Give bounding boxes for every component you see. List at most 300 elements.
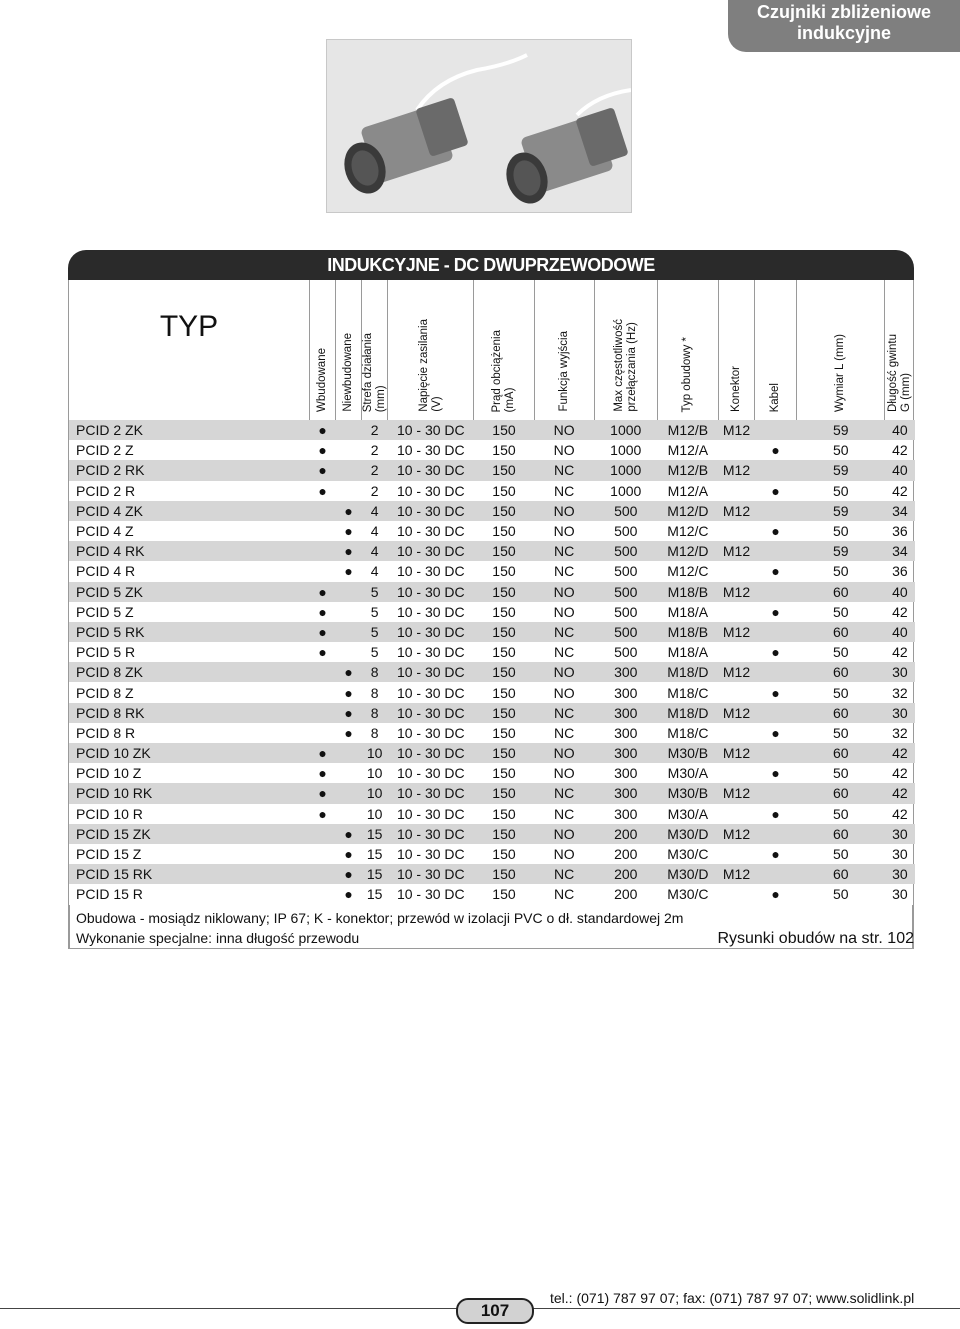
table-cell: 42 <box>892 644 908 661</box>
table-cell: 50 <box>832 765 849 782</box>
table-cell: NO <box>553 765 575 782</box>
table-cell: 15 <box>362 824 388 844</box>
table-cell: 50 <box>832 644 849 661</box>
table-cell: 10 - 30 DC <box>396 684 465 701</box>
table-cell: 40 <box>885 622 915 642</box>
table-cell: ● <box>310 460 336 480</box>
table-cell: NO <box>534 662 594 682</box>
table-cell: 10 - 30 DC <box>396 563 465 580</box>
table-cell <box>755 420 797 440</box>
table-cell: 500 <box>594 622 657 642</box>
table-cell: 150 <box>474 662 534 682</box>
table-row <box>69 521 915 541</box>
table-cell: 50 <box>832 482 849 499</box>
table-cell: M12/A <box>667 482 709 499</box>
table-cell: 10 - 30 DC <box>396 805 465 822</box>
table-cell: 10 - 30 DC <box>396 442 465 459</box>
table-cell: ● <box>336 541 362 561</box>
model-name: PCID 10 R <box>76 805 143 822</box>
table-cell: NC <box>554 482 575 499</box>
column-header <box>718 280 754 420</box>
table-cell: M12/A <box>667 442 709 459</box>
section-title-line2: indukcyjne <box>796 23 892 43</box>
table-cell: 300 <box>594 743 657 763</box>
column-header <box>657 280 718 420</box>
table-cell <box>755 824 797 844</box>
table-cell <box>755 783 797 803</box>
table-cell <box>718 521 754 541</box>
table-cell: 150 <box>492 644 516 661</box>
table-cell: 150 <box>474 420 534 440</box>
table-cell: 42 <box>885 783 915 803</box>
table-cell: 300 <box>614 724 638 741</box>
model-name: PCID 2 R <box>76 482 136 499</box>
table-cell: ● <box>344 846 353 863</box>
table-cell: ● <box>318 603 327 620</box>
table-cell: 10 - 30 DC <box>396 482 465 499</box>
table-cell: 10 <box>366 765 383 782</box>
contact-info: tel.: (071) 787 97 07; fax: (071) 787 97 07; www.solidlink.pl <box>550 1290 915 1306</box>
table-cell: 150 <box>492 805 516 822</box>
table-cell: M30/D <box>657 824 718 844</box>
table-cell: NC <box>534 622 594 642</box>
table-cell: 200 <box>594 824 657 844</box>
table-cell: 15 <box>366 886 383 903</box>
table-cell: 34 <box>885 541 915 561</box>
table-cell: 50 <box>832 523 849 540</box>
table-cell: 1000 <box>594 420 657 440</box>
column-header <box>534 280 594 420</box>
table-cell: 36 <box>892 523 908 540</box>
column-header-label: Prąd obciążenia (mA) <box>490 329 516 412</box>
table-cell: 300 <box>594 662 657 682</box>
table-title: INDUKCYJNE - DC DWUPRZEWODOWE <box>68 250 914 280</box>
model-name: PCID 5 R <box>76 644 136 661</box>
drawings-reference: Rysunki obudów na str. 102 <box>717 930 914 947</box>
table-cell: M12/D <box>657 501 718 521</box>
table-cell: 5 <box>362 622 388 642</box>
column-header-label: Kabel <box>769 382 782 412</box>
table-cell: ● <box>318 765 327 782</box>
product-photo <box>327 40 631 212</box>
table-cell: ● <box>771 684 780 701</box>
table-cell: M30/B <box>657 743 718 763</box>
model-name: PCID 2 ZK <box>69 420 310 440</box>
table-cell <box>755 864 797 884</box>
table-cell: 2 <box>362 420 388 440</box>
table-cell: ● <box>336 864 362 884</box>
table-cell <box>336 420 362 440</box>
footnote-line1: Obudowa - mosiądz niklowany; IP 67; K - konektor; przewód w izolacji PVC o dł. standardowej 2m <box>76 909 684 926</box>
table-cell: ● <box>344 684 353 701</box>
table-cell: M12 <box>718 783 754 803</box>
table-row <box>69 561 915 581</box>
table-row <box>69 844 915 864</box>
table-cell <box>336 743 362 763</box>
table-cell <box>336 763 362 783</box>
table-cell: 150 <box>492 482 516 499</box>
model-name: PCID 4 ZK <box>69 501 310 521</box>
table-cell: 10 - 30 DC <box>388 501 474 521</box>
table-cell: 5 <box>362 582 388 602</box>
table-cell: 30 <box>892 886 908 903</box>
table-row <box>69 622 915 642</box>
table-cell: 60 <box>797 662 885 682</box>
table-row <box>69 642 915 662</box>
table-cell: 500 <box>614 563 638 580</box>
table-cell: 1000 <box>610 442 642 459</box>
table-cell: M12/D <box>657 541 718 561</box>
table-cell: 42 <box>892 805 908 822</box>
table-row <box>69 602 915 622</box>
table-cell: 32 <box>892 724 908 741</box>
table-cell <box>336 804 362 824</box>
table-cell: 15 <box>366 846 383 863</box>
table-cell: M18/D <box>657 703 718 723</box>
table-cell: 10 - 30 DC <box>388 824 474 844</box>
table-cell: 150 <box>474 743 534 763</box>
table-cell <box>755 662 797 682</box>
model-name: PCID 4 R <box>76 563 136 580</box>
footnote-line2: Wykonanie specjalne: inna długość przewodu <box>76 929 360 946</box>
table-cell: ● <box>344 523 353 540</box>
table-cell: 300 <box>594 703 657 723</box>
table-cell: 200 <box>614 886 638 903</box>
table-row <box>69 481 915 501</box>
table-cell: 150 <box>474 824 534 844</box>
column-header-label: Konektor <box>730 365 742 412</box>
table-cell <box>755 541 797 561</box>
table-cell: 150 <box>474 582 534 602</box>
table-cell: 30 <box>892 846 908 863</box>
table-cell: 10 - 30 DC <box>388 743 474 763</box>
column-header <box>388 280 474 420</box>
table-cell: 10 - 30 DC <box>396 644 465 661</box>
table-row <box>69 743 915 763</box>
table-cell: ● <box>771 442 780 459</box>
table-row <box>69 440 915 460</box>
table-cell: 150 <box>474 622 534 642</box>
table-cell: M12 <box>718 582 754 602</box>
table-cell: 500 <box>614 603 638 620</box>
table-cell <box>310 541 336 561</box>
table-cell: NO <box>553 846 575 863</box>
spec-table-block <box>68 250 914 949</box>
section-title-line1: Czujniki zbliżeniowe <box>756 2 931 22</box>
table-cell: 50 <box>832 442 849 459</box>
table-cell: ● <box>336 501 362 521</box>
table-cell: M12 <box>718 824 754 844</box>
table-cell <box>718 561 754 581</box>
table-cell: 150 <box>492 563 516 580</box>
model-name: PCID 8 RK <box>69 703 310 723</box>
table-cell <box>310 844 336 864</box>
model-name: PCID 15 R <box>76 886 143 903</box>
table-cell: M30/C <box>667 846 709 863</box>
table-cell: 8 <box>370 724 379 741</box>
table-cell: 10 <box>362 743 388 763</box>
table-cell: NC <box>534 541 594 561</box>
table-cell <box>336 460 362 480</box>
table-cell: 150 <box>474 703 534 723</box>
table-cell: NO <box>553 523 575 540</box>
table-cell: 200 <box>614 846 638 863</box>
table-cell: ● <box>771 644 780 661</box>
table-cell: NO <box>534 420 594 440</box>
table-cell: ● <box>771 846 780 863</box>
table-cell: 10 - 30 DC <box>388 460 474 480</box>
table-cell: 150 <box>474 864 534 884</box>
model-name: PCID 15 Z <box>76 846 142 863</box>
table-cell: M12 <box>718 541 754 561</box>
table-cell: M12/C <box>667 563 709 580</box>
table-cell: M12/B <box>657 460 718 480</box>
table-cell: 10 - 30 DC <box>388 864 474 884</box>
table-row <box>69 864 915 884</box>
table-cell: M18/D <box>657 662 718 682</box>
column-header-label: Długość gwintu G (mm) <box>887 334 913 412</box>
table-cell <box>336 602 362 622</box>
column-header <box>885 280 915 420</box>
table-cell: 59 <box>797 541 885 561</box>
column-header-label: Funkcja wyjścia <box>557 331 570 412</box>
table-cell <box>755 703 797 723</box>
table-cell: 8 <box>362 703 388 723</box>
table-cell <box>718 884 754 904</box>
table-cell: 42 <box>885 743 915 763</box>
table-cell: 500 <box>594 582 657 602</box>
table-cell: 10 - 30 DC <box>388 783 474 803</box>
table-cell: 10 <box>362 783 388 803</box>
table-cell <box>310 864 336 884</box>
table-cell: 60 <box>797 783 885 803</box>
table-cell: 42 <box>892 482 908 499</box>
table-cell: 5 <box>370 603 379 620</box>
table-cell: 4 <box>370 523 379 540</box>
table-cell <box>310 521 336 541</box>
table-cell: ● <box>771 523 780 540</box>
table-cell: ● <box>318 442 327 459</box>
table-cell: 30 <box>885 703 915 723</box>
table-cell <box>718 763 754 783</box>
table-cell: ● <box>344 563 353 580</box>
table-cell: ● <box>336 662 362 682</box>
model-name: PCID 5 RK <box>69 622 310 642</box>
table-cell: 40 <box>885 460 915 480</box>
table-cell: 4 <box>362 501 388 521</box>
table-cell: NO <box>534 743 594 763</box>
table-cell <box>310 703 336 723</box>
table-cell <box>718 844 754 864</box>
table-cell: 300 <box>614 805 638 822</box>
column-header-label: Niewbudowane <box>342 333 355 412</box>
table-cell: NC <box>554 644 575 661</box>
table-cell: 8 <box>362 662 388 682</box>
table-cell: 32 <box>892 684 908 701</box>
table-cell: 50 <box>832 846 849 863</box>
table-cell: 60 <box>797 743 885 763</box>
table-cell: 10 - 30 DC <box>396 846 465 863</box>
table-cell <box>336 622 362 642</box>
table-row <box>69 501 915 521</box>
table-cell: 150 <box>474 541 534 561</box>
table-cell: ● <box>771 765 780 782</box>
table-cell: M18/B <box>657 582 718 602</box>
table-cell <box>310 824 336 844</box>
table-cell: 40 <box>885 420 915 440</box>
model-name: PCID 2 Z <box>76 442 134 459</box>
table-cell: 150 <box>492 442 516 459</box>
table-cell: 50 <box>832 603 849 620</box>
table-cell <box>755 582 797 602</box>
table-cell: NC <box>534 783 594 803</box>
table-cell: 10 - 30 DC <box>396 603 465 620</box>
table-cell: ● <box>310 783 336 803</box>
table-cell: M30/D <box>657 864 718 884</box>
table-cell <box>336 783 362 803</box>
column-header <box>474 280 534 420</box>
table-cell: 30 <box>885 864 915 884</box>
table-cell: 50 <box>832 886 849 903</box>
table-row <box>69 824 915 844</box>
model-name: PCID 15 ZK <box>69 824 310 844</box>
table-cell: 60 <box>797 824 885 844</box>
table-cell <box>755 743 797 763</box>
table-cell: M18/B <box>657 622 718 642</box>
page-number: 107 <box>456 1298 534 1324</box>
table-cell: 59 <box>797 460 885 480</box>
table-cell: 60 <box>797 622 885 642</box>
table-cell: 60 <box>797 703 885 723</box>
table-cell: NO <box>553 442 575 459</box>
table-cell: NC <box>554 886 575 903</box>
column-header <box>362 280 388 420</box>
table-cell: 42 <box>892 603 908 620</box>
table-cell: NC <box>554 724 575 741</box>
table-cell: 2 <box>362 460 388 480</box>
table-cell <box>755 622 797 642</box>
table-cell: 10 - 30 DC <box>396 523 465 540</box>
model-name: PCID 10 ZK <box>69 743 310 763</box>
table-cell <box>718 682 754 702</box>
table-cell: 150 <box>492 523 516 540</box>
table-cell: ● <box>318 644 327 661</box>
table-cell: NO <box>534 824 594 844</box>
table-cell <box>718 481 754 501</box>
table-cell: ● <box>318 482 327 499</box>
table-cell: 150 <box>474 460 534 480</box>
table-cell <box>718 602 754 622</box>
table-cell: ● <box>771 886 780 903</box>
table-cell: 10 - 30 DC <box>388 703 474 723</box>
table-cell <box>755 501 797 521</box>
table-row <box>69 703 915 723</box>
table-cell: M18/A <box>667 644 709 661</box>
table-cell: 500 <box>614 644 638 661</box>
table-cell: 15 <box>362 864 388 884</box>
table-cell: 50 <box>832 563 849 580</box>
table-cell: M18/C <box>667 684 709 701</box>
table-cell: 10 - 30 DC <box>388 541 474 561</box>
table-cell: ● <box>318 805 327 822</box>
table-cell: M12 <box>718 622 754 642</box>
table-cell: 42 <box>892 765 908 782</box>
table-cell: 10 - 30 DC <box>396 724 465 741</box>
table-row <box>69 420 915 440</box>
column-header <box>310 280 336 420</box>
table-cell: 4 <box>362 541 388 561</box>
column-header <box>336 280 362 420</box>
column-header-label: Napięcie zasilania (V) <box>417 319 443 412</box>
table-row <box>69 662 915 682</box>
model-name: PCID 2 RK <box>69 460 310 480</box>
table-cell: 300 <box>594 783 657 803</box>
table-cell: NO <box>534 501 594 521</box>
table-cell: ● <box>771 482 780 499</box>
model-name: PCID 4 RK <box>69 541 310 561</box>
table-cell <box>718 723 754 743</box>
table-cell: NC <box>534 864 594 884</box>
table-cell: 10 - 30 DC <box>396 886 465 903</box>
table-cell <box>718 440 754 460</box>
table-cell: 2 <box>370 482 379 499</box>
table-cell: 50 <box>832 684 849 701</box>
table-cell: 150 <box>474 501 534 521</box>
spec-table <box>69 280 915 905</box>
table-row <box>69 723 915 743</box>
table-cell: 500 <box>594 541 657 561</box>
table-cell: 150 <box>492 603 516 620</box>
table-row <box>69 460 915 480</box>
table-cell: NC <box>534 703 594 723</box>
table-cell: M12 <box>718 501 754 521</box>
table-cell: 150 <box>492 684 516 701</box>
table-cell: 2 <box>370 442 379 459</box>
table-cell: M12/B <box>657 420 718 440</box>
table-cell: ● <box>771 603 780 620</box>
model-name: PCID 5 ZK <box>69 582 310 602</box>
model-name: PCID 8 Z <box>76 684 134 701</box>
table-cell <box>310 561 336 581</box>
table-cell: M12/C <box>667 523 709 540</box>
model-name: PCID 8 ZK <box>69 662 310 682</box>
table-cell: M12 <box>718 662 754 682</box>
table-cell: 30 <box>885 662 915 682</box>
model-name: PCID 15 RK <box>69 864 310 884</box>
table-row <box>69 582 915 602</box>
table-cell: M30/B <box>657 783 718 803</box>
table-cell: 10 <box>366 805 383 822</box>
table-cell: ● <box>771 563 780 580</box>
table-cell: NO <box>553 684 575 701</box>
table-cell: 10 - 30 DC <box>388 582 474 602</box>
table-cell: M18/C <box>667 724 709 741</box>
table-cell: 150 <box>492 886 516 903</box>
table-cell: M30/A <box>667 805 709 822</box>
column-header <box>755 280 797 420</box>
table-body <box>69 420 915 905</box>
table-cell: 1000 <box>594 460 657 480</box>
table-cell <box>310 884 336 904</box>
table-cell: 150 <box>492 846 516 863</box>
table-cell: 8 <box>370 684 379 701</box>
table-cell: 500 <box>614 523 638 540</box>
table-cell: ● <box>771 724 780 741</box>
table-cell: 50 <box>832 805 849 822</box>
table-cell <box>718 642 754 662</box>
table-cell: M12 <box>718 420 754 440</box>
table-row <box>69 541 915 561</box>
